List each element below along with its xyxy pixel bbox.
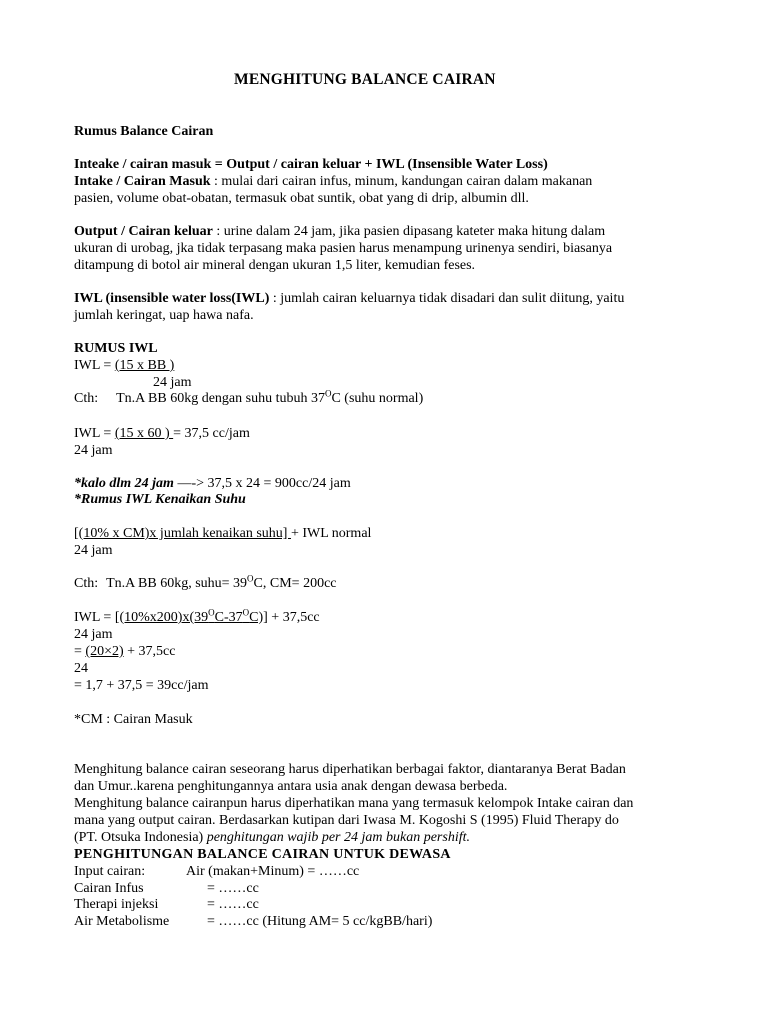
iwl-term: IWL (insensible water loss(IWL) [74, 291, 270, 306]
kenaikan-example-label: Cth: [74, 576, 99, 591]
kenaikan-example [74, 575, 337, 592]
dewasa-heading: PENGHITUNGAN BALANCE CAIRAN UNTUK DEWASA [74, 847, 451, 862]
kenaikan-formula-numerator: [(10% x CM)x jumlah kenaikan suhu] [74, 526, 291, 541]
dewasa-row-label: Cairan Infus [74, 881, 144, 896]
iwl-def-text: : jumlah cairan keluarnya tidak disadari dan sulit diitung, yaitu [269, 291, 625, 306]
kenaikan-formula [74, 525, 371, 542]
output-def-text: : urine dalam 24 jam, jika pasien dipasang kateter maka hitung dalam [212, 224, 606, 239]
rumus-balance-heading: Rumus Balance Cairan [74, 124, 214, 139]
calc1-rest: + 37,5cc [267, 610, 320, 625]
calc2-numerator: (20×2) [85, 644, 124, 659]
dewasa-row-label: Therapi injeksi [74, 897, 159, 912]
output-term: Output / Cairan keluar [74, 224, 213, 239]
dewasa-row-value: = ……cc [207, 881, 259, 896]
degree-sup: O [324, 388, 332, 399]
output-definition-line2: ukuran di urobag, jka tidak terpasang maka pasien harus menampung urinenya sendiri, biasanya [74, 241, 613, 256]
paragraph-line2: dan Umur..karena penghitungannya antara usia anak dengan dewasa berbeda. [74, 779, 508, 794]
iwl-calc-numerator: (15 x 60 ) [114, 426, 174, 441]
iwl-example-text: Tn.A BB 60kg dengan suhu tubuh 37 [116, 391, 325, 406]
dewasa-row-value: = ……cc [207, 897, 259, 912]
iwl-formula-denominator: 24 jam [153, 375, 192, 390]
dewasa-row-label: Input cairan: [74, 864, 146, 879]
iwl-calc-denominator: 24 jam [74, 443, 113, 458]
output-definition-line1 [74, 223, 605, 240]
paragraph-line1: Menghitung balance cairan seseorang harus diperhatikan berbagai faktor, diantaranya Berat Badan [74, 762, 626, 777]
calc2-denominator: 24 [74, 661, 88, 676]
kenaikan-heading: *Rumus IWL Kenaikan Suhu [74, 492, 246, 507]
dewasa-row-value: Air (makan+Minum) = ……cc [186, 864, 360, 879]
iwl-calc [74, 425, 250, 442]
iwl-example-tail: C (suhu normal) [331, 391, 424, 406]
main-formula: Inteake / cairan masuk = Output / cairan keluar + IWL (Insensible Water Loss) [74, 157, 548, 172]
paragraph-line3: Menghitung balance cairanpun harus diperhatikan mana yang termasuk kelompok Intake cairan dan [74, 796, 634, 811]
output-definition-line3: ditampung di botol air mineral dengan ukuran 1,5 liter, kemudian feses. [74, 258, 476, 273]
iwl-example-label: Cth: [74, 391, 99, 406]
degree-sup: O [242, 607, 250, 618]
calc2-lhs: = [74, 644, 86, 659]
iwl-formula-lhs: IWL = [74, 358, 115, 373]
iwl-definition-line2: jumlah keringat, uap hawa nafa. [74, 308, 254, 323]
calc1-part2: C-37 [214, 610, 243, 625]
calc2-rest: + 37,5cc [123, 644, 176, 659]
calc1-part3: C)] [249, 610, 268, 625]
iwl-example [74, 390, 423, 407]
kenaikan-formula-denominator: 24 jam [74, 543, 113, 558]
calc1-denominator: 24 jam [74, 627, 113, 642]
paragraph-line4: mana yang output cairan. Berdasarkan kutipan dari Iwasa M. Kogoshi S (1995) Fluid Therapy do [74, 813, 619, 828]
calc1-lhs: IWL = [74, 610, 115, 625]
intake-definition-line2: pasien, volume obat-obatan, termasuk obat suntik, obat yang di drip, albumin dll. [74, 191, 529, 206]
iwl-formula-numerator: (15 x BB ) [114, 358, 175, 373]
intake-def-text: : mulai dari cairan infus, minum, kandungan cairan dalam makanan [210, 174, 593, 189]
calc1-part1: [(10%x200)x(39 [114, 610, 209, 625]
iwl-definition-line1 [74, 290, 624, 307]
rumus-iwl-heading: RUMUS IWL [74, 341, 158, 356]
dewasa-row-label: Air Metabolisme [74, 914, 170, 929]
degree-sup: O [208, 607, 215, 618]
kalo-line [74, 475, 351, 492]
kenaikan-calc1 [74, 609, 320, 626]
iwl-formula [74, 357, 174, 374]
page-title: MENGHITUNG BALANCE CAIRAN [234, 71, 496, 88]
cm-note: *CM : Cairan Masuk [74, 712, 193, 727]
intake-term: Intake / Cairan Masuk [74, 174, 211, 189]
degree-sup: O [247, 573, 254, 584]
kalo-rest: —-> 37,5 x 24 = 900cc/24 jam [173, 476, 351, 491]
kenaikan-formula-rest: + IWL normal [290, 526, 372, 541]
kenaikan-example-b: C, CM= 200cc [253, 576, 337, 591]
iwl-calc-lhs: IWL = [74, 426, 115, 441]
calc1-numerator [114, 607, 268, 625]
intake-definition-line1 [74, 173, 592, 190]
paragraph-line5-normal: (PT. Otsuka Indonesia) [74, 830, 207, 845]
paragraph-line5-italic: penghitungan wajib per 24 jam bukan pershift. [206, 830, 470, 845]
iwl-calc-result: = 37,5 cc/jam [173, 426, 250, 441]
paragraph-line5 [74, 829, 470, 846]
kenaikan-example-a: Tn.A BB 60kg, suhu= 39 [106, 576, 248, 591]
kenaikan-calc3: = 1,7 + 37,5 = 39cc/jam [74, 678, 209, 693]
kenaikan-calc2 [74, 643, 175, 660]
kalo-italic: *kalo dlm 24 jam [74, 476, 174, 491]
dewasa-row-value: = ……cc (Hitung AM= 5 cc/kgBB/hari) [207, 914, 433, 929]
